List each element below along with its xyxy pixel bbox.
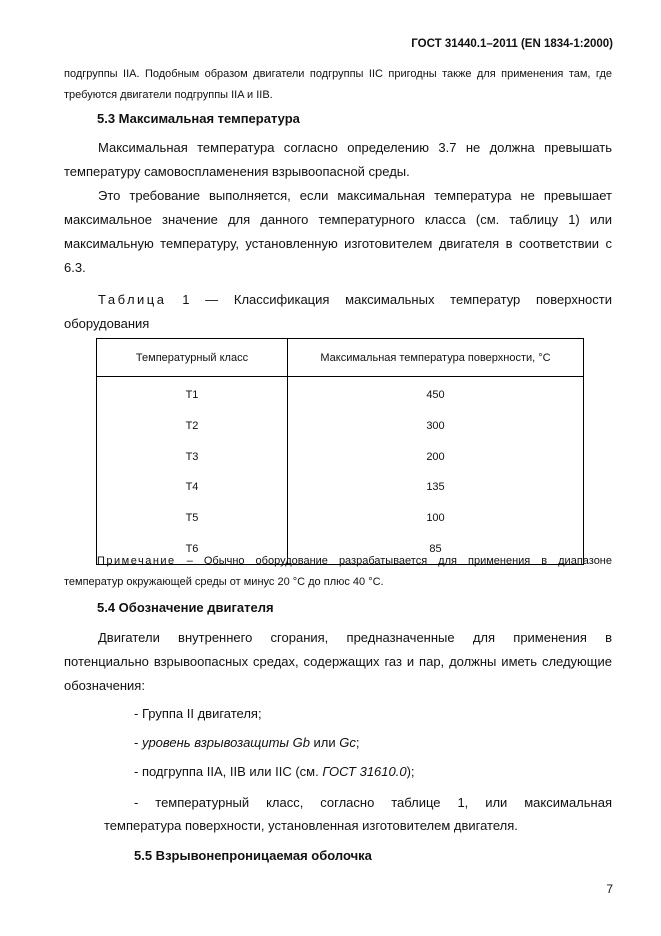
cell-temperature-class: T1 [97, 377, 288, 411]
cell-max-temperature: 200 [288, 441, 584, 472]
cell-temperature-class: T4 [97, 472, 288, 503]
table-caption-number: 1 [182, 292, 190, 307]
list-item-text: или [309, 735, 340, 750]
table-caption-line-2: оборудования [64, 316, 150, 331]
list-item-line-1: - температурный класс, согласно таблице 1, или максимальная [134, 795, 612, 810]
cell-temperature-class: T5 [97, 503, 288, 534]
table-note [97, 551, 612, 572]
section-5-3-para-1: Максимальная температура согласно определению 3.7 не должна превышать температуру самовоспламенения взрывоопасной среды. [64, 140, 612, 179]
temperature-class-table [96, 338, 584, 565]
document-header: ГОСТ 31440.1–2011 (EN 1834-1:2000) [411, 38, 613, 50]
table-note-text: – Обычно оборудование разрабатывается для применения в диапазоне [186, 555, 613, 567]
table-caption-line-1 [64, 288, 612, 312]
table-row [97, 411, 584, 442]
section-5-3-title: 5.3 Максимальная температура [97, 111, 300, 126]
table-caption [64, 288, 612, 336]
cell-max-temperature: 300 [288, 411, 584, 442]
list-item-italic: ГОСТ 31610.0 [322, 764, 407, 779]
list-item-dash: - [134, 735, 142, 750]
cell-max-temperature: 100 [288, 503, 584, 534]
section-5-5-title: 5.5 Взрывонепроницаемая оболочка [134, 848, 372, 863]
list-item-italic: уровень взрывозащиты Gb [141, 735, 310, 750]
intro-line-1: подгруппы IIA. Подобным образом двигатели подгруппы IIC пригодны также для применения там, где [64, 68, 612, 80]
cell-temperature-class: T6 [97, 533, 288, 564]
table-row [97, 441, 584, 472]
list-item-text: ; [355, 735, 360, 750]
table-row [97, 377, 584, 411]
list-item-text: - подгруппа IIA, IIB или IIC (см. [134, 764, 323, 779]
section-5-4-para: Двигатели внутреннего сгорания, предназначенные для применения в потенциально взрывоопасных средах, содержащих газ и пар, должны иметь следующие обозначения: [64, 630, 612, 693]
intro-line-2: требуются двигатели подгруппы IIA и IIB. [64, 89, 273, 101]
list-item-italic: Gc [339, 735, 356, 750]
list-item-line-2: температура поверхности, установленная изготовителем двигателя. [104, 818, 518, 833]
list-item [134, 760, 415, 784]
list-item: - Группа II двигателя; [134, 706, 262, 721]
column-header-temperature-class: Температурный класс [97, 339, 288, 377]
cell-temperature-class: T3 [97, 441, 288, 472]
list-item-text: ); [406, 764, 415, 779]
table-caption-dash: — [205, 292, 219, 307]
cell-temperature-class: T2 [97, 411, 288, 442]
table-caption-text: Классификация максимальных температур поверхности [233, 292, 612, 307]
table-note-line-2: температур окружающей среды от минус 20 °С до плюс 40 °С. [64, 576, 384, 588]
cell-max-temperature: 85 [288, 533, 584, 564]
table-row [97, 503, 584, 534]
table-note-line-1 [97, 551, 612, 572]
cell-max-temperature: 135 [288, 472, 584, 503]
table-header-row [97, 339, 584, 377]
column-header-max-temperature: Максимальная температура поверхности, °C [288, 339, 584, 377]
list-item [134, 731, 360, 755]
section-5-4-title: 5.4 Обозначение двигателя [97, 600, 274, 615]
cell-max-temperature: 450 [288, 377, 584, 411]
page-number: 7 [606, 882, 613, 896]
table-caption-label: Таблица [98, 292, 167, 307]
section-5-3-para-2: Это требование выполняется, если максимальная температура не превышает максимальное значение для данного температурного класса (см. таблицу 1) или максимальную температуру, установленную изготовителем двигателя в соответствии с 6.3. [64, 188, 612, 275]
table-note-label: Примечание [97, 555, 176, 567]
table-row [97, 472, 584, 503]
